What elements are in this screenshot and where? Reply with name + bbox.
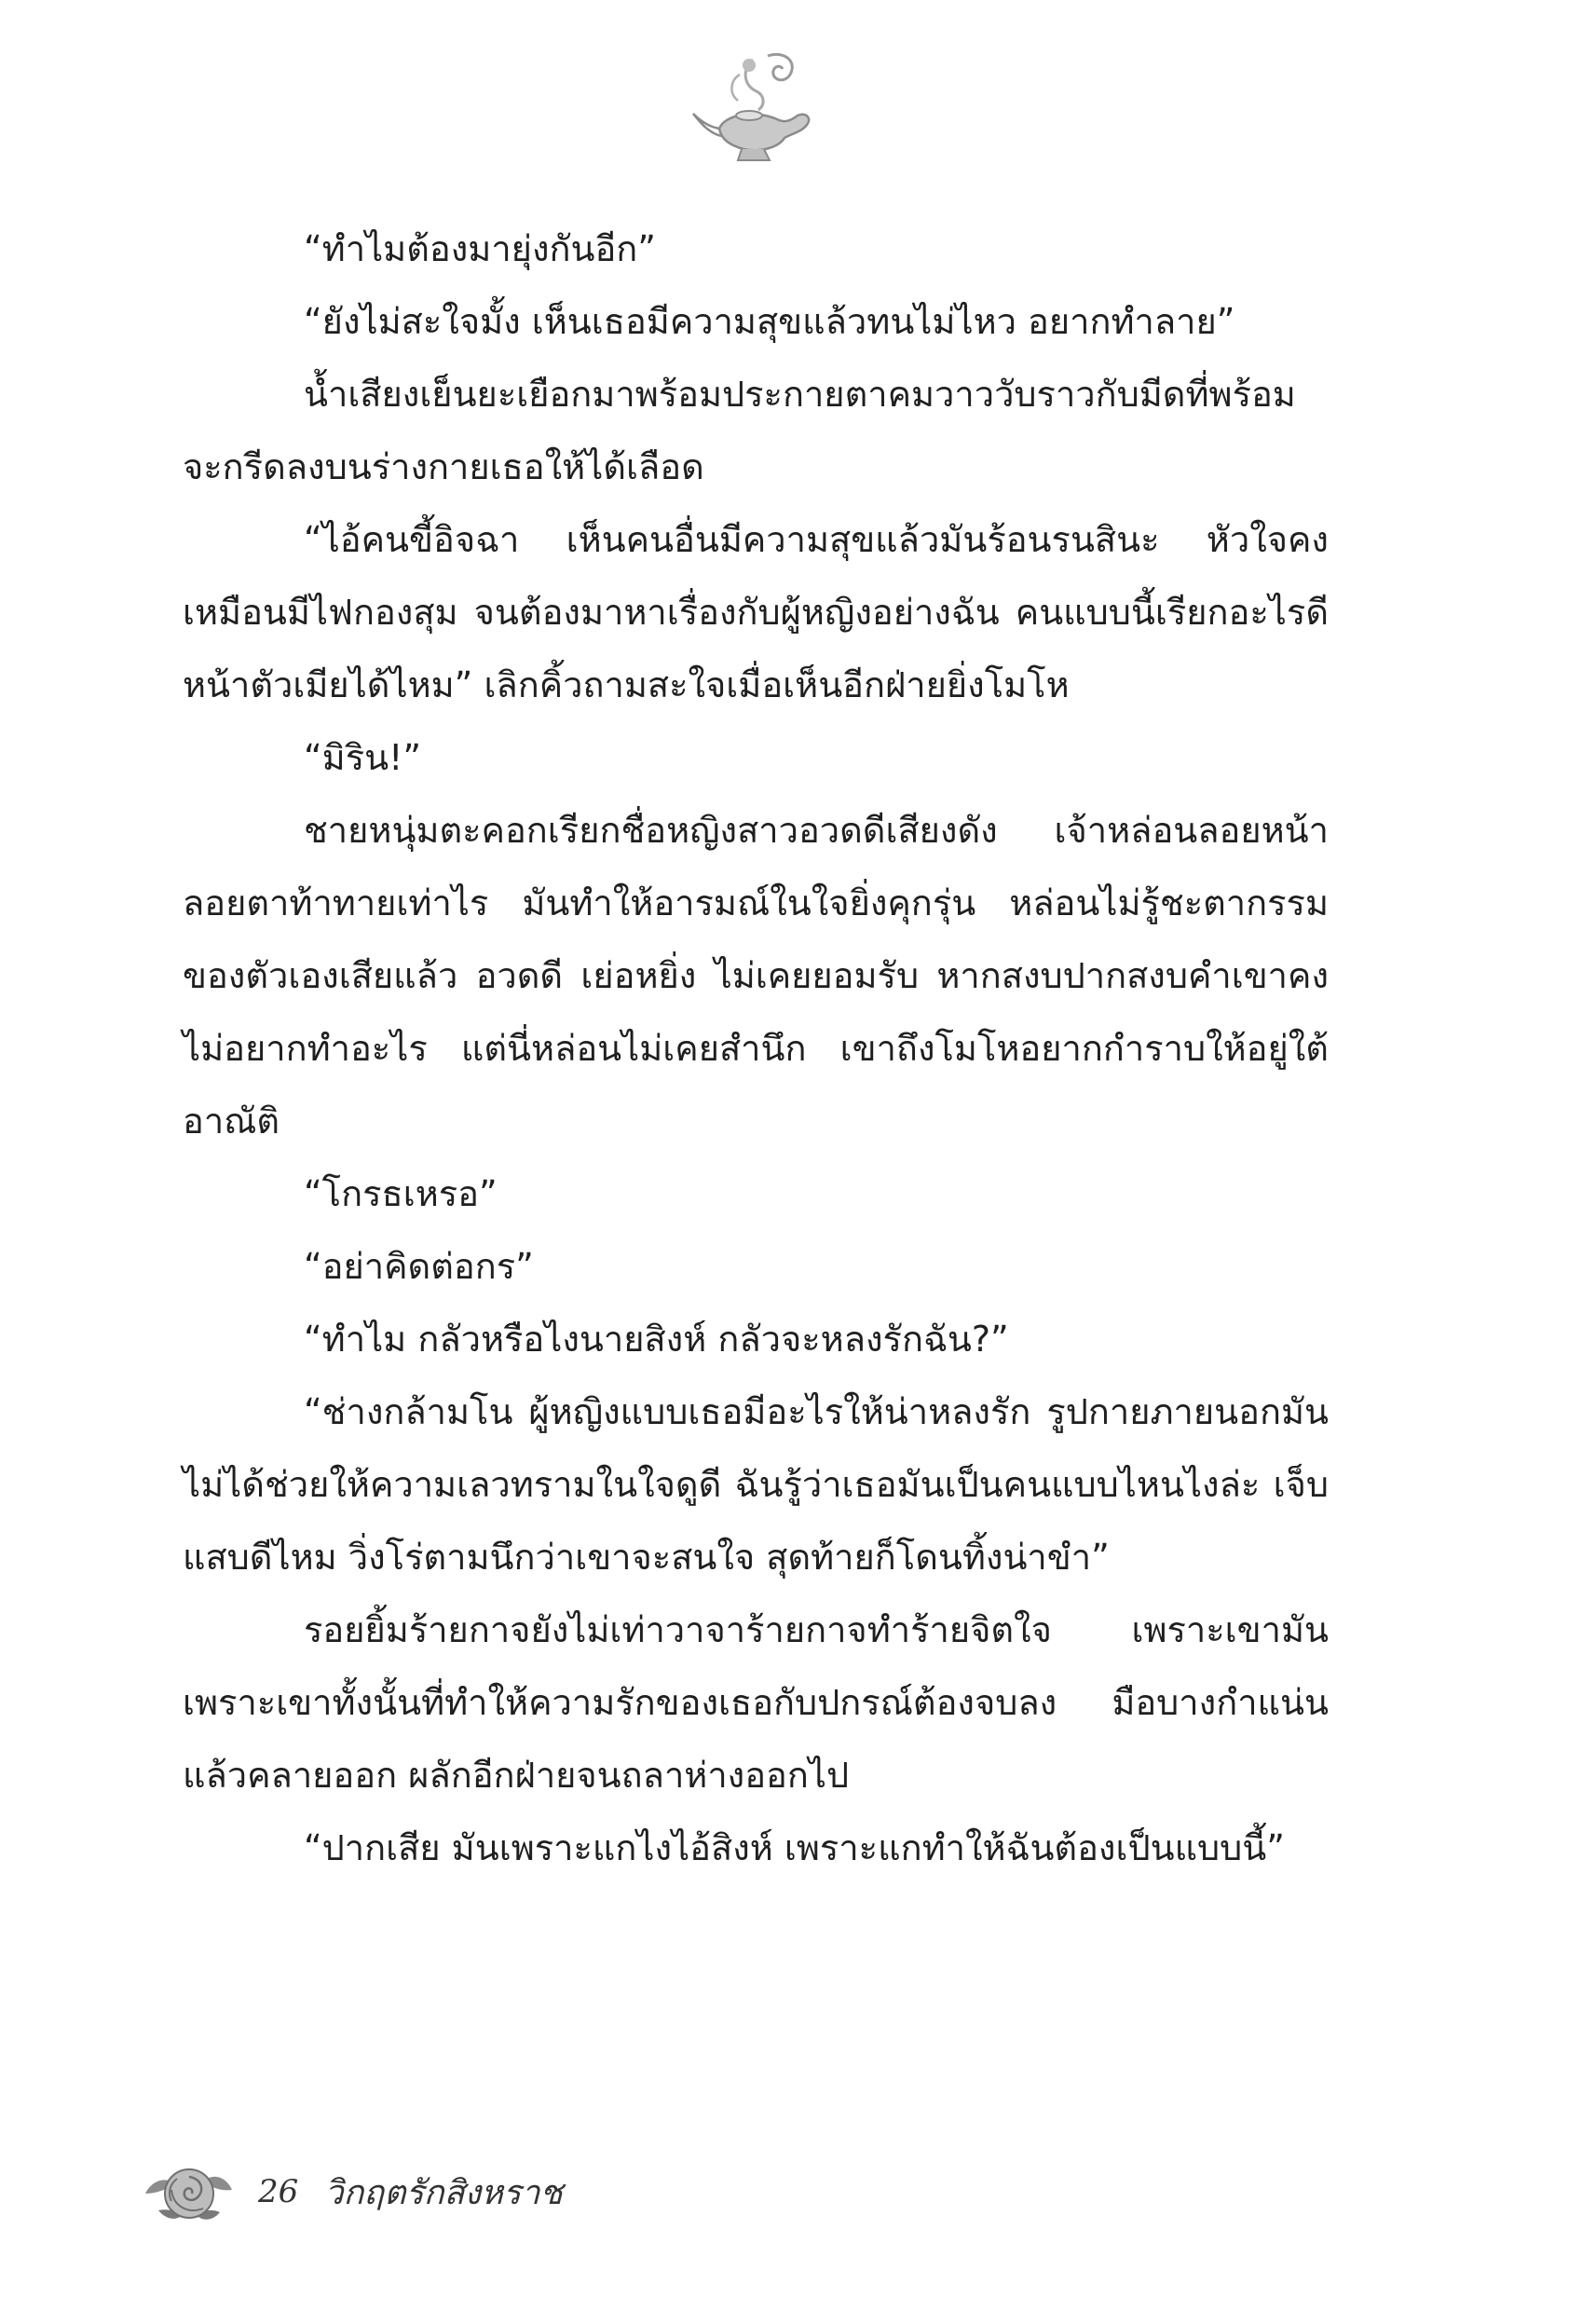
dialogue-line: “ยังไม่สะใจมั้ง เห็นเธอมีความสุขแล้วทนไม่ไหว อยากทำลาย” [304,301,1235,342]
rose-icon [140,2156,238,2227]
dialogue-line: “อย่าคิดต่อกร” [304,1246,534,1287]
narration-paragraph: รอยยิ้มร้ายกาจยังไม่เท่าวาจาร้ายกาจทำร้ายจิตใจ เพราะเขามันเพราะเขาทั้งนั้นที่ทำให้ความรักของเธอกับปกรณ์ต้องจบลง มือบางกำแน่นแล้วคลายออก ผลักอีกฝ่ายจนถลาห่างออกไป [183,1609,1329,1796]
narration-paragraph: น้ำเสียงเย็นยะเยือกมาพร้อมประกายตาคมวาววับราวกับมีดที่พร้อมจะกรีดลงบนร่างกายเธอให้ได้เลือด [183,374,1296,487]
genie-lamp-icon [688,48,818,170]
dialogue-paragraph: “ปากเสีย มันเพราะแกไงไอ้สิงห์ เพราะแกทำให้ฉันต้องเป็นแบบนี้” [304,1827,1285,1868]
body-text [183,212,1329,1884]
dialogue-line: “มิริน!” [304,737,422,778]
dialogue-line: “ทำไมต้องมายุ่งกันอีก” [304,228,656,269]
page-footer [140,2154,563,2229]
page-number: 26 [258,2173,299,2210]
dialogue-line: “ทำไม กลัวหรือไงนายสิงห์ กลัวจะหลงรักฉัน?” [304,1319,1009,1360]
dialogue-line: “โกรธเหรอ” [304,1173,498,1214]
narration-paragraph: ชายหนุ่มตะคอกเรียกชื่อหญิงสาวอวดดีเสียงดัง เจ้าหล่อนลอยหน้าลอยตาท้าทายเท่าไร มันทำให้อารมณ์ในใจยิ่งคุกรุ่น หล่อนไม่รู้ชะตากรรมของตัวเองเสียแล้ว อวดดี เย่อหยิ่ง ไม่เคยยอมรับ หากสงบปากสงบคำเขาคงไม่อยากทำอะไร แต่นี่หล่อนไม่เคยสำนึก เขาถึงโมโหอยากกำราบให้อยู่ใต้อาณัติ [183,810,1329,1142]
dialogue-paragraph: “ช่างกล้ามโน ผู้หญิงแบบเธอมีอะไรให้น่าหลงรัก รูปกายภายนอกมันไม่ได้ช่วยให้ความเลวทรามในใจดูดี ฉันรู้ว่าเธอมันเป็นคนแบบไหนไงล่ะ เจ็บแสบดีไหม วิ่งโร่ตามนึกว่าเขาจะสนใจ สุดท้ายก็โดนทิ้งน่าขำ” [183,1391,1329,1578]
book-title: วิกฤตรักสิงหราช [324,2173,563,2212]
dialogue-paragraph: “ไอ้คนขี้อิจฉา เห็นคนอื่นมีความสุขแล้วมันร้อนรนสินะ หัวใจคงเหมือนมีไฟกองสุม จนต้องมาหาเรื่องกับผู้หญิงอย่างฉัน คนแบบนี้เรียกอะไรดี หน้าตัวเมียได้ไหม” เลิกคิ้วถามสะใจเมื่อเห็นอีกฝ่ายยิ่งโมโห [183,519,1329,705]
